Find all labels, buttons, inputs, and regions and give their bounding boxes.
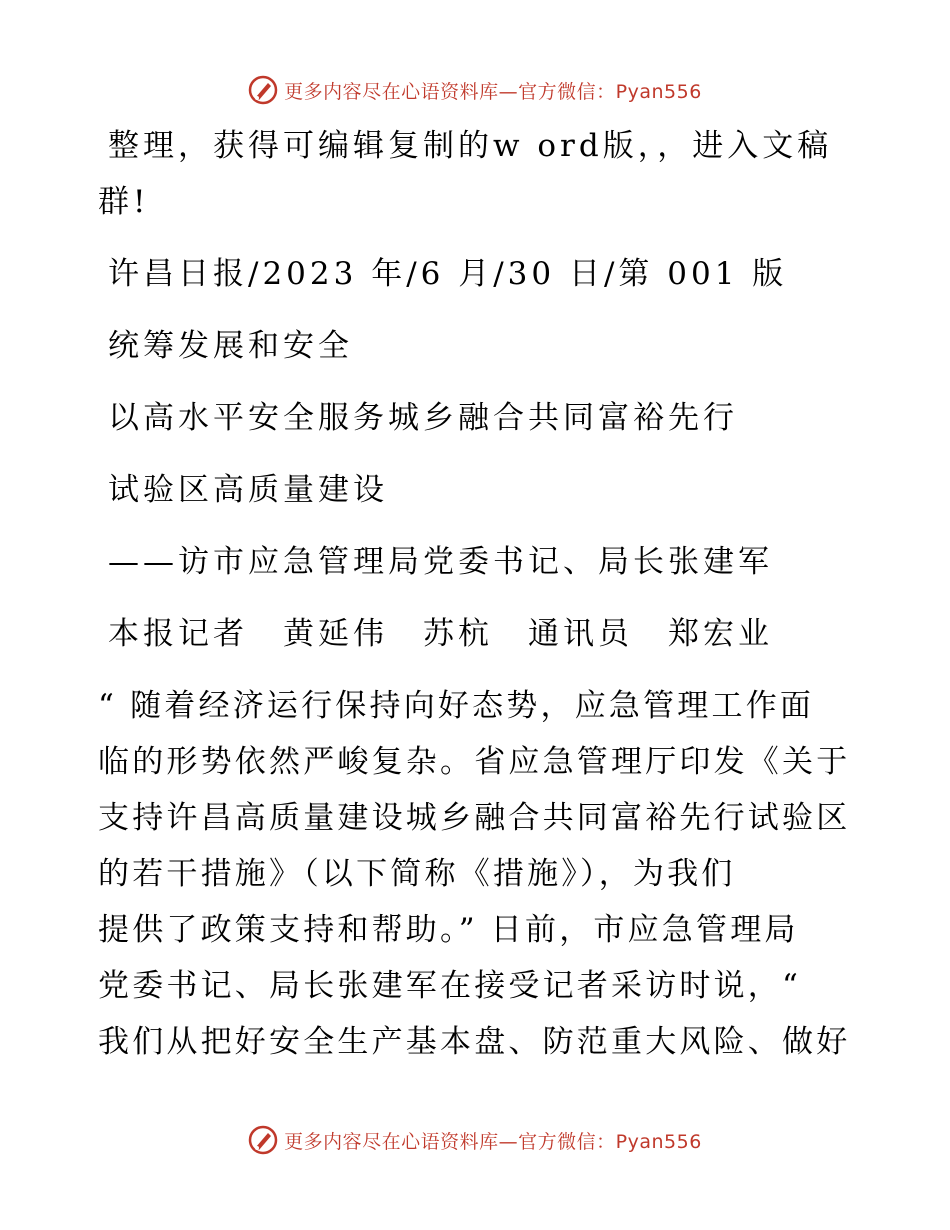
- body-line-7: 我们从把好安全生产基本盘、防范重大风险、做好: [98, 1024, 851, 1060]
- body-line-5: 提供了政策支持和帮助。” 日前，市应急管理局: [98, 912, 799, 948]
- body-line-6: 党委书记、局长张建军在接受记者采访时说，“: [98, 968, 802, 1004]
- title-part-1: [98, 390, 858, 446]
- intro-line-2: 群!: [98, 184, 150, 220]
- body-line-3: 支持许昌高质量建设城乡融合共同富裕先行试验区: [98, 800, 851, 836]
- subtitle-text: ——访市应急管理局党委书记、局长张建军: [108, 544, 773, 580]
- source-line: [98, 246, 858, 302]
- body-line-1: “ 随着经济运行保持向好态势，应急管理工作面: [98, 688, 815, 724]
- header-watermark: [0, 70, 950, 110]
- body-paragraph: [98, 678, 858, 1070]
- intro-line-1: 整理，获得可编辑复制的w ord版，，进入文稿: [108, 128, 833, 164]
- title-line-2: 试验区高质量建设: [108, 472, 388, 508]
- subtitle: [98, 534, 858, 590]
- kicker-text: 统筹发展和安全: [108, 328, 353, 364]
- byline-text: 本报记者 黄延伟 苏杭 通讯员 郑宏业: [108, 616, 773, 652]
- title-part-2: [98, 462, 858, 518]
- pen-logo-icon: [248, 1125, 278, 1155]
- footer-watermark: [0, 1120, 950, 1160]
- byline: [98, 606, 858, 662]
- watermark-text: 更多内容尽在心语资料库—官方微信：Pyan556: [284, 1130, 702, 1153]
- pen-logo-icon: [248, 75, 278, 105]
- title-line-1: 以高水平安全服务城乡融合共同富裕先行: [108, 400, 738, 436]
- source-text: 许昌日报/2023 年/6 月/30 日/第 001 版: [108, 256, 788, 292]
- intro-notice: [98, 118, 858, 174]
- kicker: [98, 318, 858, 374]
- watermark-text: 更多内容尽在心语资料库—官方微信：Pyan556: [284, 80, 702, 103]
- body-line-4: 的若干措施》（以下简称《措施》），为我们: [98, 856, 736, 892]
- document-body: [98, 118, 858, 1070]
- intro-notice-continued: [98, 174, 858, 230]
- body-line-2: 临的形势依然严峻复杂。省应急管理厅印发《关于: [98, 744, 851, 780]
